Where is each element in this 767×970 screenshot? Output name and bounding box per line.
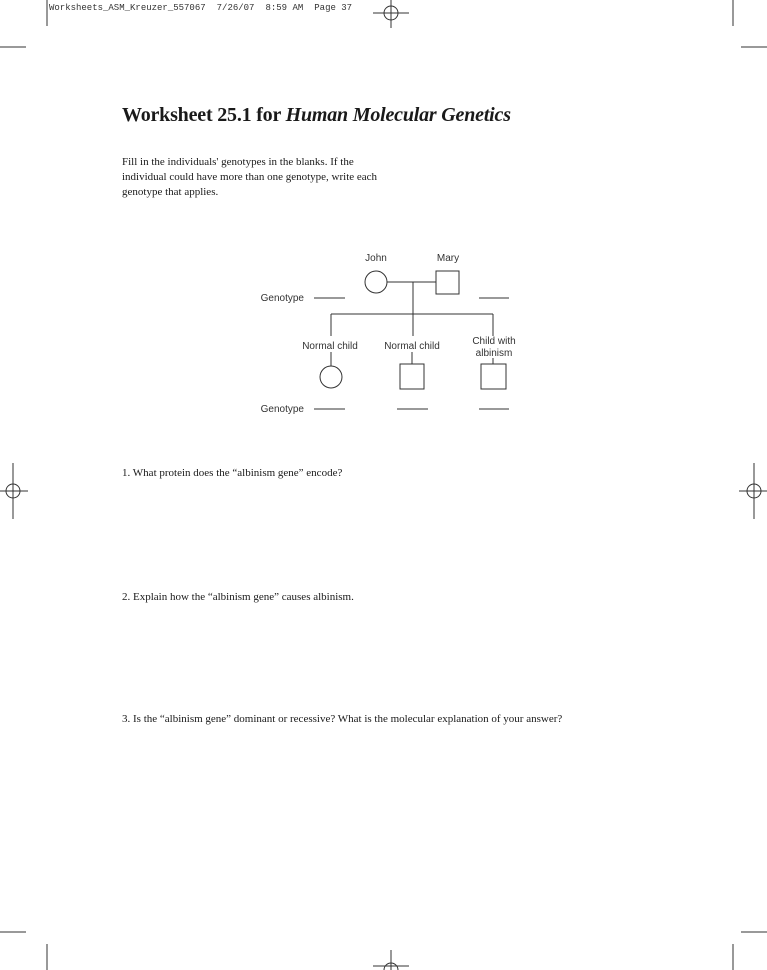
child1-symbol (320, 366, 342, 388)
question-2: 2. Explain how the “albinism gene” causes albinism. (122, 591, 354, 603)
child1-label: Normal child (302, 341, 358, 352)
instructions-text: Fill in the individuals' genotypes in the blanks. If the individual could have more than one genotype, write each genotype that applies. (122, 156, 378, 198)
child2-label: Normal child (384, 341, 440, 352)
child2-symbol (400, 364, 424, 389)
john-label: John (365, 253, 387, 264)
slug-date: 7/26/07 (216, 3, 255, 13)
child3-label-line1: Child with (472, 336, 516, 347)
genotype-label-parents: Genotype (260, 293, 304, 304)
genotype-label-children: Genotype (260, 404, 304, 415)
mary-symbol (436, 271, 459, 294)
john-symbol (365, 271, 387, 293)
title-italic: Human Molecular Genetics (285, 104, 511, 126)
slug-time: 8:59 AM (265, 3, 304, 13)
slug-file: Worksheets_ASM_Kreuzer_557067 (49, 3, 206, 13)
child3-label-line2: albinism (475, 348, 513, 359)
question-1: 1. What protein does the “albinism gene” encode? (122, 467, 343, 479)
mary-label: Mary (436, 253, 460, 264)
question-3: 3. Is the “albinism gene” dominant or recessive? What is the molecular explanation of your answer? (122, 713, 563, 725)
slug-page: Page 37 (314, 3, 353, 13)
child3-symbol (481, 364, 506, 389)
title-main: Worksheet 25.1 for (122, 104, 286, 126)
